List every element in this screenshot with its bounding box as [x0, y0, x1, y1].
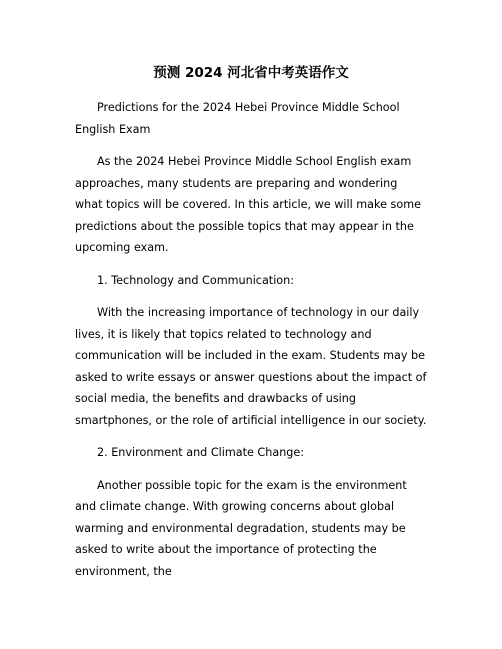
document-title: 预测 2024 河北省中考英语作文 — [153, 65, 349, 81]
environment-paragraph: Another possible topic for the exam is the environment and climate change. With growing concerns about global warming and environmental degradation, students may be asked to write about the importance of protecting the environment, the — [75, 478, 407, 578]
intro-paragraph: As the 2024 Hebei Province Middle School English exam approaches, many students are preparing and wondering what topics will be covered. In this article, we will make some predictions about the possible topics that may appear in the upcoming exam. — [75, 155, 422, 254]
subtitle-paragraph: Predictions for the 2024 Hebei Province Middle School English Exam — [75, 101, 400, 136]
section-heading-technology: 1. Technology and Communication: — [97, 273, 295, 287]
document-body — [75, 97, 427, 593]
technology-paragraph: With the increasing importance of technology in our daily lives, it is likely that topics related to technology and communication will be included in the exam. Students may be asked to write essays or answer questions about the impact of social media, the benefits and drawbacks of using smartphones, or the role of artificial intelligence in our society. — [75, 306, 427, 427]
section-heading-environment: 2. Environment and Climate Change: — [97, 446, 305, 459]
